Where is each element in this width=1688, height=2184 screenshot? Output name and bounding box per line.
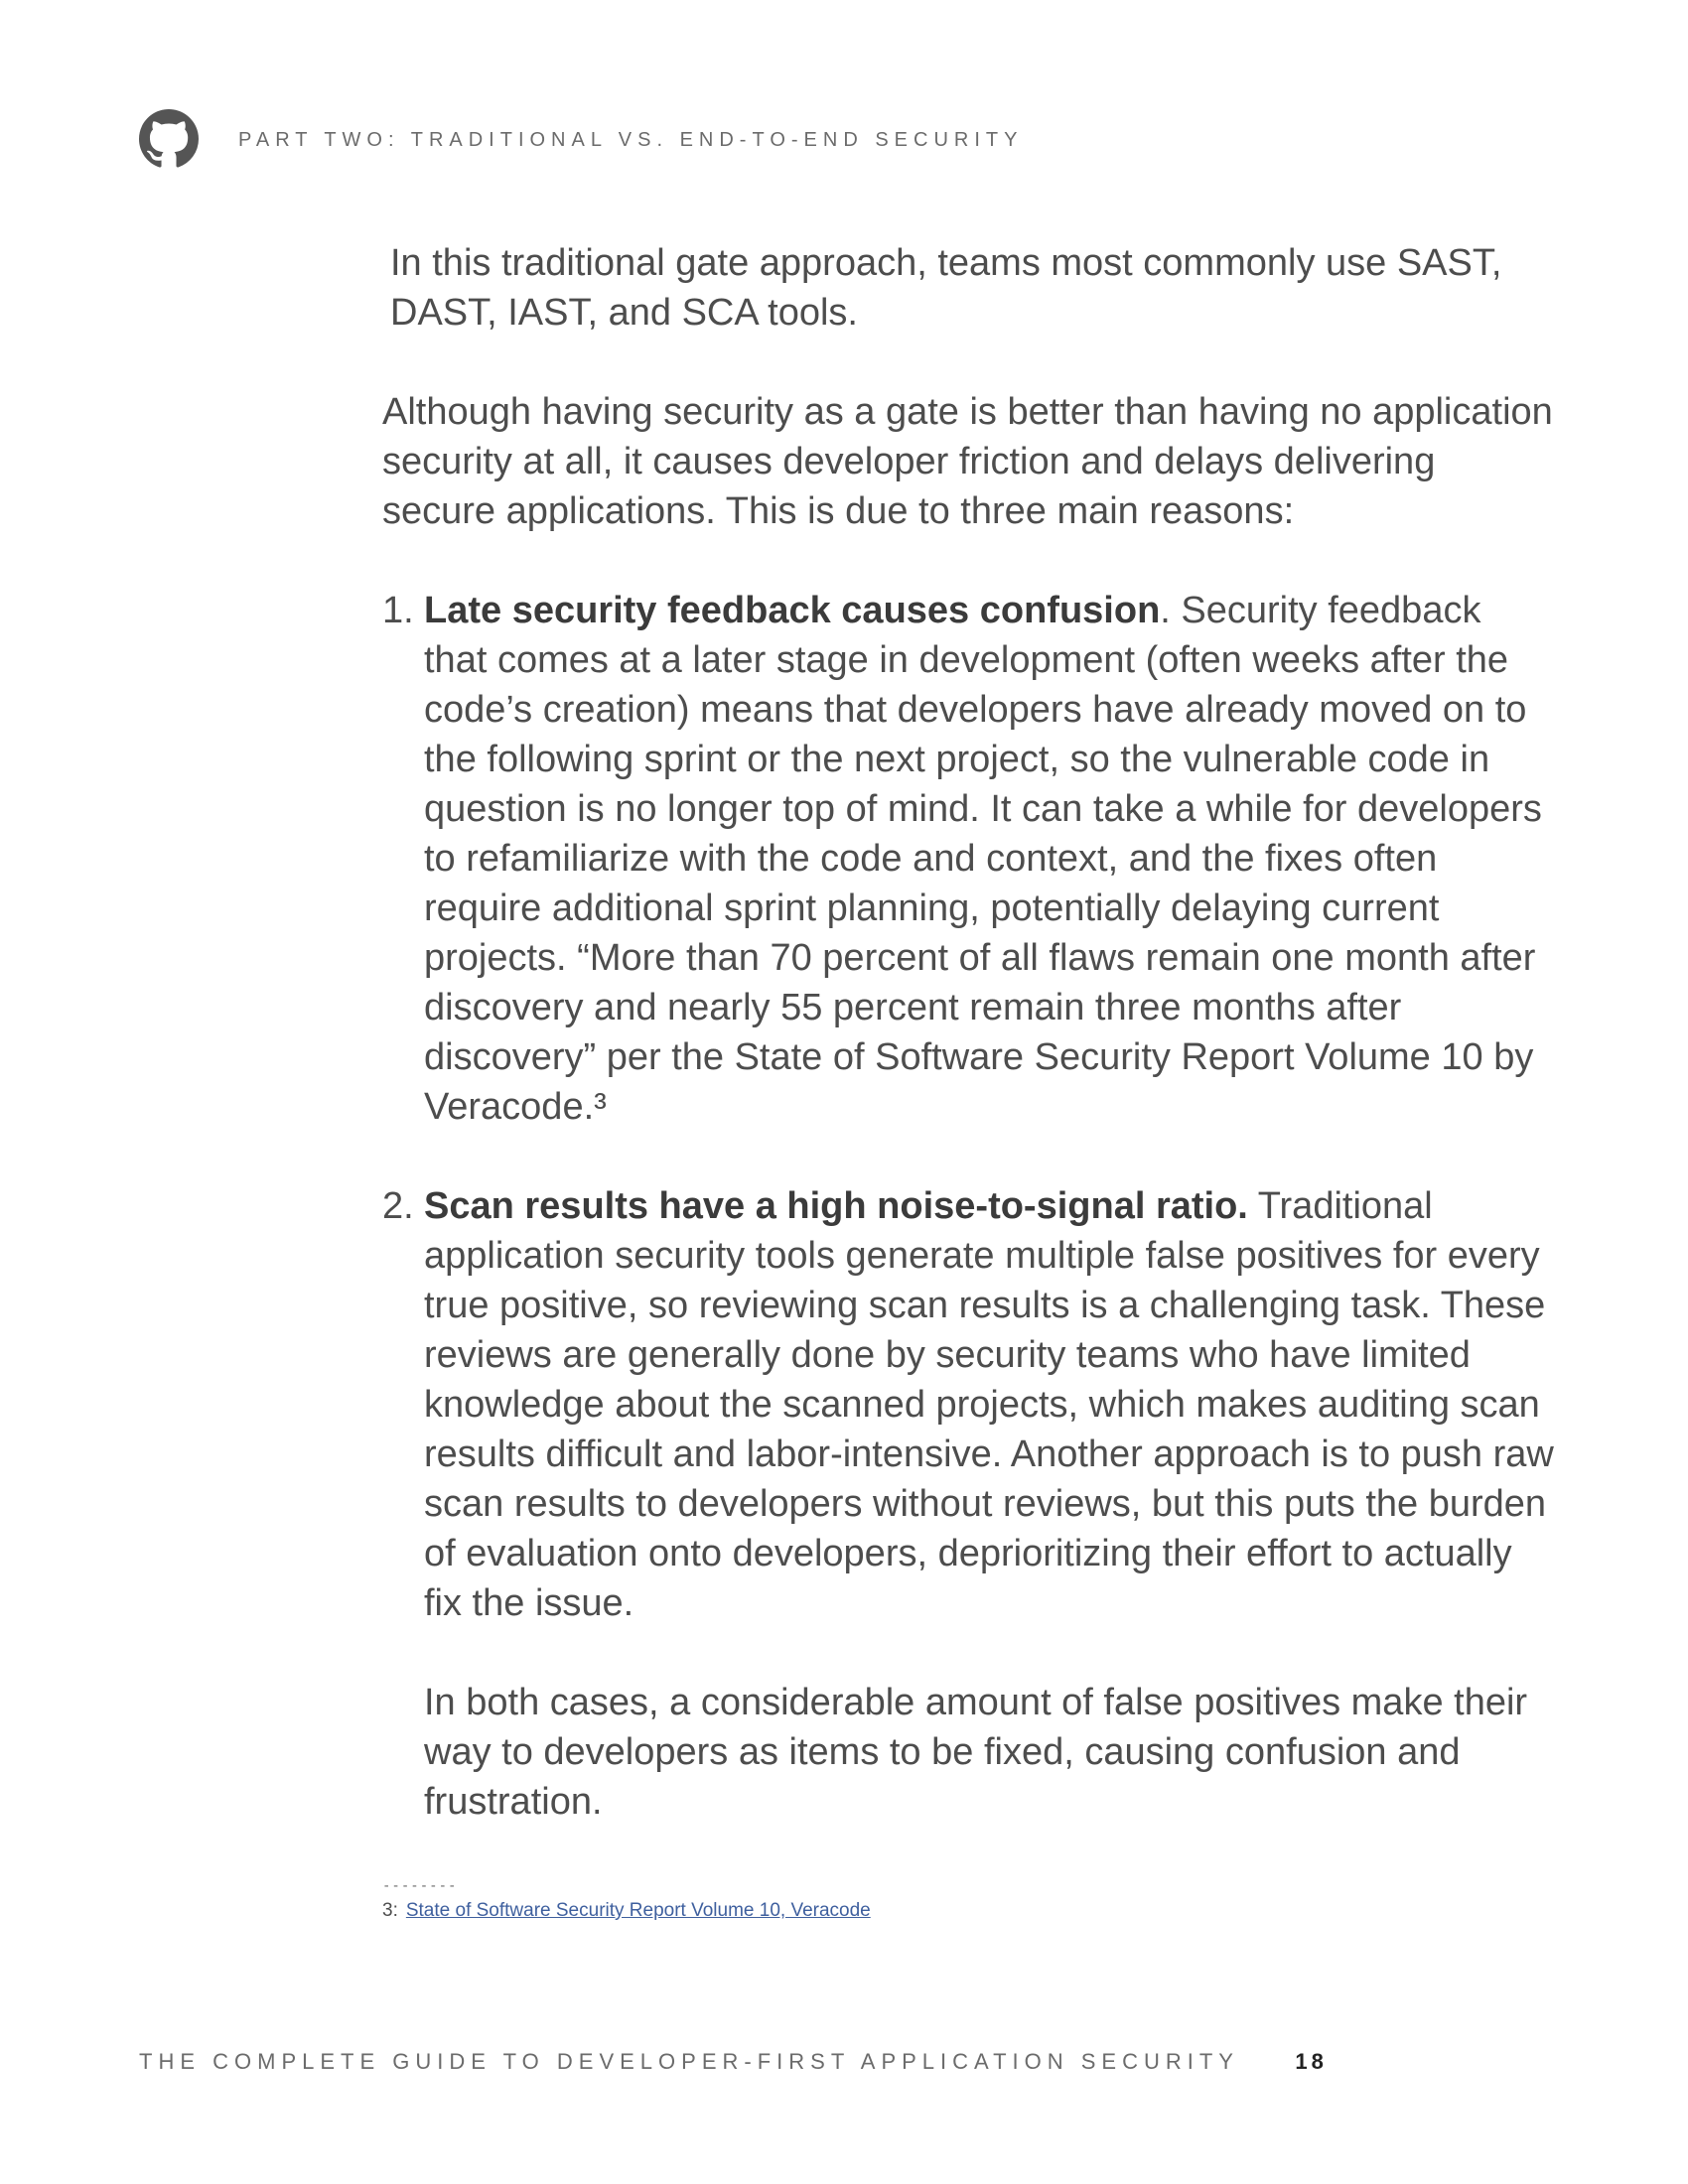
- list-item-heading: Scan results have a high noise-to-signal ratio.: [424, 1185, 1248, 1227]
- page-footer: [139, 2049, 1328, 2075]
- list-item-number: 1.: [382, 590, 414, 631]
- intro-paragraph: In this traditional gate approach, teams most commonly use SAST, DAST, IAST, and SCA tools.: [390, 242, 1502, 334]
- document-title: THE COMPLETE GUIDE TO DEVELOPER-FIRST APPLICATION SECURITY: [139, 2049, 1239, 2074]
- footnote-number: 3:: [382, 1900, 398, 1921]
- footnote-divider: --------: [382, 1878, 458, 1894]
- list-item-text: . Security feedback that comes at a later stage in development (often weeks after the code’s creation) means that developers have already moved on to the following sprint or the next project, so the vulnerable code in question is no longer top of mind. It can take a while for developers to refamiliarize with the code and context, and the fixes often require additional sprint planning, potentially delaying current projects. “More than 70 percent of all flaws remain one month after discovery and nearly 55 percent remain three months after discovery” per the State of Software Security Report Volume 10 by Veracode.³: [424, 590, 1542, 1128]
- footnote-link[interactable]: State of Software Security Report Volume 10, Veracode: [405, 1900, 871, 1921]
- main-content: [382, 238, 1554, 1876]
- list-item-followup: In both cases, a considerable amount of false positives make their way to developers as items to be fixed, causing confusion and frustration.: [424, 1682, 1528, 1823]
- github-octocat-icon: [139, 109, 199, 169]
- reasons-list: [382, 586, 1554, 1827]
- list-item-text: Traditional application security tools generate multiple false positives for every true positive, so reviewing scan results is a challenging task. These reviews are generally done by security teams who have limited knowledge about the scanned projects, which makes auditing scan results difficult and labor-intensive. Another approach is to push raw scan results to developers without reviews, but this puts the burden of evaluation onto developers, deprioritizing their effort to actually fix the issue.: [424, 1185, 1554, 1624]
- footnote-entry: [382, 1898, 1276, 1924]
- list-item: [382, 1181, 1554, 1827]
- list-item: [382, 586, 1554, 1132]
- footnote: [382, 1878, 1276, 1924]
- page-number: 18: [1295, 2049, 1328, 2074]
- section-label: PART TWO: TRADITIONAL VS. END-TO-END SECURITY: [238, 129, 1024, 151]
- page-header: [139, 109, 1549, 169]
- list-item-number: 2.: [382, 1185, 414, 1227]
- context-paragraph: Although having security as a gate is better than having no application security at all, it causes developer friction and delays delivering secure applications. This is due to three main reasons:: [382, 391, 1553, 532]
- list-item-heading: Late security feedback causes confusion: [424, 590, 1161, 631]
